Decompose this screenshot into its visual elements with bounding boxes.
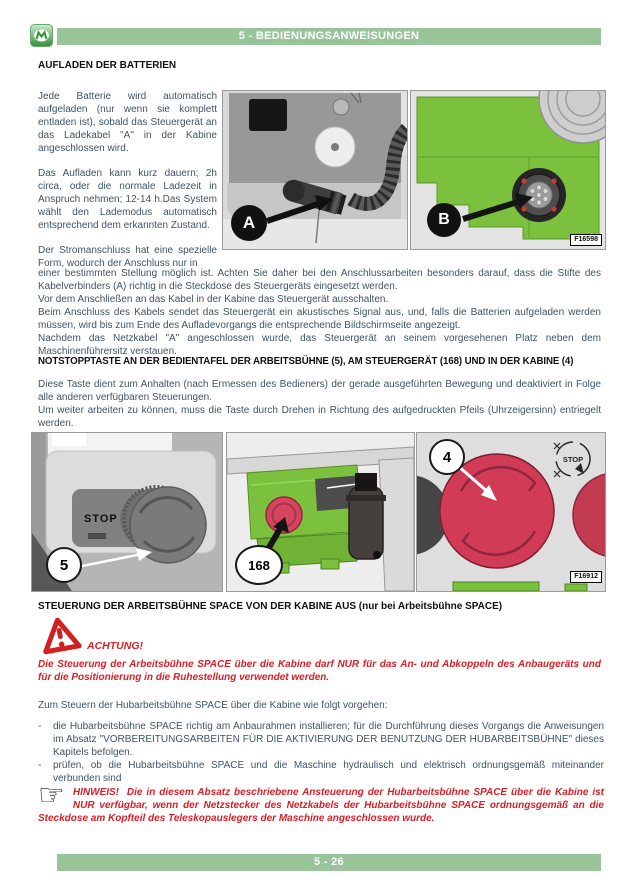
note-label: HINWEIS! <box>72 787 120 798</box>
figure-estop-cab <box>416 432 606 592</box>
section2-body <box>38 378 601 430</box>
paragraph: Das Aufladen kann kurz dauern; 2h circa, oder die normale Ladezeit in Anspruch nehmen; 12-14 h.Das System wählt den Lademodus automatisch entsprechend dem erkannten Zustand. <box>38 168 217 231</box>
section1-heading: AUFLADEN DER BATTERIEN <box>38 60 177 71</box>
procedure-list <box>38 720 604 785</box>
stop-print-label: STOP <box>84 513 118 525</box>
figure-socket-illustration <box>410 90 606 250</box>
paragraph: Beim Anschluss des Kabels sendet das Steuergerät ein akustisches Signal aus, und, falls die Batterien aufgeladen werden müssen, wird bis zum Ende des Aufladevorgangs die entsprechende Bildschirmseite angezeigt. <box>38 307 601 331</box>
procedure-intro: Zum Steuern der Hubarbeitsbühne SPACE über die Kabine wie folgt vorgehen: <box>38 700 388 711</box>
figure-estop-platform-photo <box>31 432 223 592</box>
page-header-title: 5 - BEDIENUNGSANWEISUNGEN <box>57 28 601 45</box>
figure-code-tag: F16912 <box>570 571 602 583</box>
warning-header <box>40 616 143 654</box>
figure-label-168: 168 <box>235 545 283 585</box>
brand-logo-icon <box>30 24 53 47</box>
bullet-marker: - <box>38 760 42 771</box>
figure-estop-control-unit <box>226 432 415 592</box>
note-text-wrap <box>38 779 605 825</box>
figure-charging-cable-photo <box>222 90 408 250</box>
section1-left-column <box>38 90 217 282</box>
paragraph: Jede Batterie wird automatisch aufgeladen (nur wenn sie komplett entladen ist), sobald das Steuergerät an das Ladekabel "A" in der Kabine angeschlossen wird. <box>38 91 217 154</box>
note-block <box>38 779 605 825</box>
list-item-text: prüfen, ob die Hubarbeitsbühne SPACE und die Maschine hydraulisch und elektrisch ordnungsgemäß miteinander verbunden sind <box>53 760 604 784</box>
bullet-marker: - <box>38 721 42 732</box>
stop-symbol-label: STOP <box>562 455 584 464</box>
page-number: 5 - 26 <box>57 854 601 871</box>
list-item-text: die Hubarbeitsbühne SPACE richtig am Anbaurahmen installieren; für die Durchführung dieses Vorgangs die Anweisungen im Absatz "VORBEREITUNGSARBEITEN FÜR DIE AKTIVIERUNG DER BENUTZUNG DER HUBARBEITSBÜHNE" dieses Kapitels befolgen. <box>53 721 604 758</box>
paragraph: Der Stromanschluss hat eine spezielle Form, wodurch der Anschluss nur in <box>38 245 217 269</box>
section2-heading: NOTSTOPPTASTE AN DER BEDIENTAFEL DER ARBEITSBÜHNE (5), AM STEUERGERÄT (168) UND IN DER KABINE (4) <box>38 356 574 367</box>
warning-triangle-icon <box>37 613 83 657</box>
warning-text: Die Steuerung der Arbeitsbühne SPACE über die Kabine darf NUR für das An- und Abkoppeln des Anbaugeräts und für die Positionierung in die Ruhestellung verwendet werden. <box>38 659 601 683</box>
warning-label: ACHTUNG! <box>87 640 143 652</box>
list-item <box>38 720 604 759</box>
note-text: Die in diesem Absatz beschriebene Ansteuerung der Hubarbeitsbühne SPACE über die Kabine ist NUR verfügbar, wenn der Netzstecker des Netzkabels der Hubarbeitsbühne SPACE ordnungsgemäß an die Steckdose am Kopfteil des Teleskopauslegers der Maschine angeschlossen wurde. <box>38 787 605 824</box>
paragraph: Vor dem Anschließen an das Kabel in der Kabine das Steuergerät ausschalten. <box>38 294 389 305</box>
section3-heading: STEUERUNG DER ARBEITSBÜHNE SPACE VON DER KABINE AUS (nur bei Arbeitsbühne SPACE) <box>38 601 503 612</box>
list-item <box>38 759 604 785</box>
paragraph: Nachdem das Netzkabel "A" angeschlossen wurde, das Steuergerät an seinem vorgesehenen Platz neben dem Maschinenführersitz verstauen. <box>38 333 601 357</box>
section1-body <box>38 267 601 358</box>
figure-code-tag: F16598 <box>570 234 602 246</box>
paragraph: Diese Taste dient zum Anhalten (nach Ermessen des Bedieners) der gerade ausgeführten Bewegung und deaktiviert in Folge alle anderen verfügbaren Steuerungen. <box>38 379 601 403</box>
pointing-hand-icon: ☞ <box>38 779 65 812</box>
figure-label-5: 5 <box>46 547 82 583</box>
figure-label-a: A <box>231 205 267 241</box>
paragraph: Um weiter arbeiten zu können, muss die Taste durch Drehen in Richtung des aufgedruckten Pfeils (Uhrzeigersinn) entriegelt werden. <box>38 405 601 429</box>
paragraph: einer bestimmten Stellung möglich ist. Achten Sie daher bei den Anschlussarbeiten besonders darauf, dass die Stifte des Kabelverbinders (A) richtig in die Steckdose des Steuergeräts eingesetzt werden. <box>38 268 601 292</box>
figure-label-4: 4 <box>429 439 465 475</box>
figure-label-b: B <box>427 203 461 237</box>
